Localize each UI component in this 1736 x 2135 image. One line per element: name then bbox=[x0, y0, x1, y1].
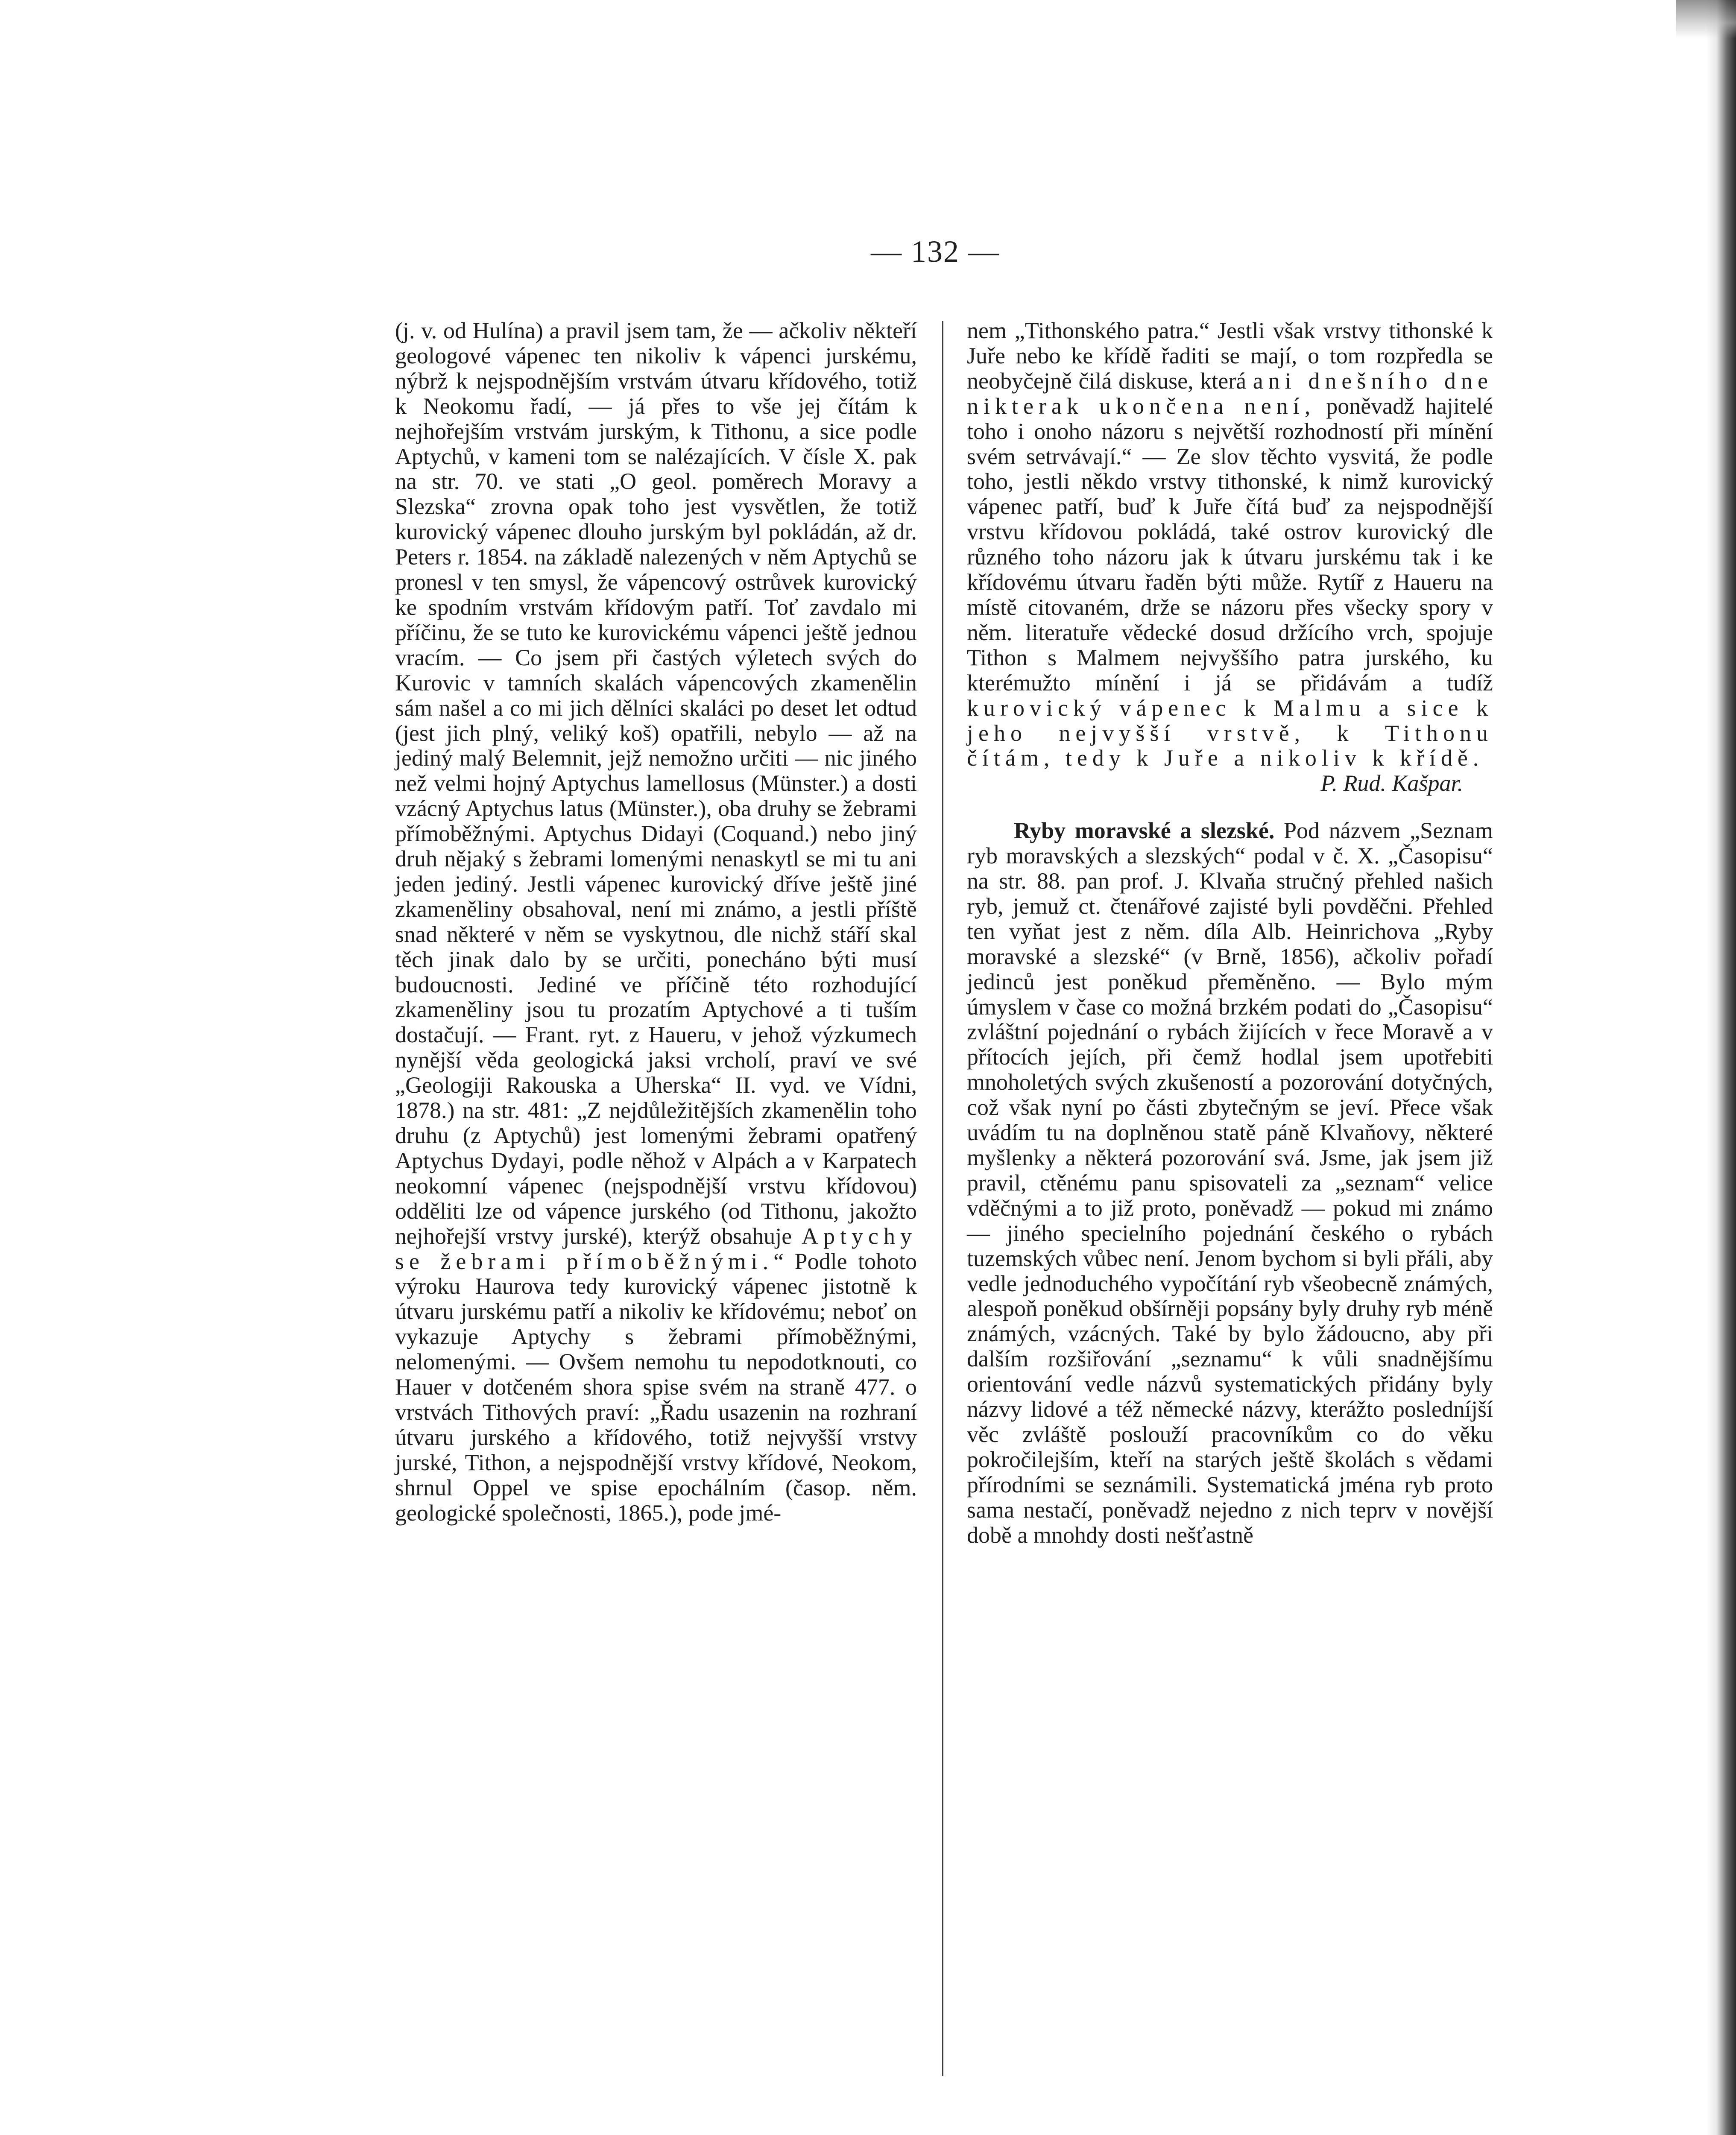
page-number: — 132 — bbox=[871, 234, 1000, 269]
left-text-part-2: “ Podle tohoto výroku Haurova tedy kurovický vápenec jistotně k útvaru jurskému patří a nikoliv ke křídovému; neboť on vykazuje Aptychy s žebrami přímoběžnými, nelomenými. — Ovšem nemohu tu nepodotknouti, co Hauer v dotčeném shora spise svém na straně 477. o vrstvách Tithových praví: „Řadu usazenin na rozhraní útvaru jurského a křídového, totiž nejvyšší vrstvy jurské, Tithon, a nejspodnější vrstvy křídové, Neokom, shrnul Oppel ve spise epochálním (časop. něm. geologické společnosti, 1865.), pode jmé- bbox=[395, 1248, 917, 1526]
right-text-part-2: poněvadž hajitelé toho i onoho názoru s největší rozhodností při mínění svém setrvávají.“ — Ze slov těchto vysvitá, že podle toho, jestli někdo vrstvy tithonské, k nimž kurovický vápenec patří, buď k Juře čítá buď za nejspodnější vrstvu křídovou pokládá, také ostrov kurovický dle různého toho názoru jak k útvaru jurskému tak i ke křídovému útvaru řaděn býti může. Rytíř z Haueru na místě citovaném, drže se názoru přes všecky spory v něm. literatuře vědecké dosud držícího vrch, spojuje Tithon s Malmem nejvyššího patra jurského, ku kterémužto mínění i já se přidávám a tudíž bbox=[967, 393, 1493, 696]
left-column bbox=[395, 318, 917, 1526]
right-column bbox=[967, 318, 1493, 1548]
scan-corner-shadow bbox=[1676, 0, 1736, 38]
right-text-part-1: nem „Tithonského patra.“ Jestli však vrstvy tithonské k Juře nebo ke křídě řaditi se mají, o tom rozpředla se neobyčejně čilá diskuse, která bbox=[967, 318, 1493, 394]
author-signature: P. Rud. Kašpar. bbox=[1320, 770, 1463, 796]
scan-edge-shadow bbox=[1706, 0, 1736, 2135]
right-spaced-text-1: ani dnešního dne nikterak ukončena není, bbox=[967, 368, 1493, 419]
right-spaced-text-2: kurovický vápenec k Malmu a sice k jeho nejvyšší vrstvě, k Tithonu čítám, tedy k Juře a nikoliv k křídě. bbox=[967, 695, 1493, 771]
column-divider bbox=[942, 321, 943, 2076]
left-spaced-text: Aptychy se žebrami přímoběžnými. bbox=[395, 1223, 917, 1274]
left-paragraph bbox=[395, 318, 917, 1526]
article-body: Pod názvem „Seznam ryb moravských a slezských“ podal v č. X. „Časopisu“ na str. 88. pan prof. J. Klvaňa stručný přehled našich ryb, jemuž ct. čtenářové zajisté byli povděčni. Přehled ten vyňat jest z něm. díla Alb. Heinrichova „Ryby moravské a slezské“ (v Brně, 1856), ačkoliv pořadí jedinců jest poněkud přeměněno. — Bylo mým úmyslem v čase co možná brzkém podati do „Časopisu“ zvláštní pojednání o rybách žijících v řece Moravě a v přítocích jejích, při čemž hodlal jsem upotřebiti mnoholetých svých zkušeností a pozorování dotyčných, což však nyní po části zbytečným se jeví. Přece však uvádím tu na doplněnou statě páně Klvaňovy, některé myšlenky a některá pozorování svá. Jsme, jak jsem již pravil, ctěnému panu spisovateli za „seznam“ velice vděčnými a to již proto, poněvadž — pokud mi známo — jiného specielního pojednání českého o rybách tuzemských vůbec není. Jenom bychom si byli přáli, aby vedle jednoduchého vypočítání ryb všeobecně známých, alespoň poněkud obšírněji popsány byly druhy ryb méně známých, vzácných. Také by bylo žádoucno, aby při dalším rozšiřování „seznamu“ k vůli snadnějšímu orientování vedle názvů systematických přidány byly názvy lidové a též německé názvy, kterážto posledníjší věc zvláště poslouží pracovníkům co do věku pokročilejším, kteří na starých ještě školách s vědami přírodními se seznámili. Systematická jména ryb proto sama nestačí, poněvadž nejedno z nich teprv v novější době a mnohdy dosti nešťastně bbox=[967, 818, 1493, 1548]
left-text-part-1: (j. v. od Hulína) a pravil jsem tam, že — ačkoliv někteří geologové vápenec ten nikoliv k vápenci jurskému, nýbrž k nejspodnějším vrstvám útvaru křídového, totiž k Neokomu řadí, — já přes to vše jej čítám k nejhořejším vrstvám jurským, k Tithonu, a sice podle Aptychů, v kameni tom se nalézajících. V čísle X. pak na str. 70. ve stati „O geol. poměrech Moravy a Slezska“ zrovna opak toho jest vysvětlen, že totiž kurovický vápenec dlouho jurským byl pokládán, až dr. Peters r. 1854. na základě nalezených v něm Aptychů se pronesl v ten smysl, že vápencový ostrůvek kurovický ke spodním vrstvám křídovým patří. Toť zavdalo mi příčinu, že se tuto ke kurovickému vápenci ještě jednou vracím. — Co jsem při častých výletech svých do Kurovic v tamních skalách vápencových zkamenělin sám našel a co mi jich dělníci skaláci po deset let odtud (jest jich plný, veliký koš) opatřili, nebylo — až na jediný malý Belemnit, jejž nemožno určiti — nic jiného než velmi hojný Aptychus lamellosus (Münster.) a dosti vzácný Aptychus latus (Münster.), oba druhy se žebrami přímoběžnými. Aptychus Didayi (Coquand.) nebo jiný druh nějaký s žebrami lomenými nenaskytl se mi tu ani jeden jediný. Jestli vápenec kurovický dříve ještě jiné zkameněliny obsahoval, není mi známo, a jestli příště snad některé v něm se vyskytnou, dle nichž stáří skal těch jinak dalo by se určiti, ponecháno býti musí budoucnosti. Jediné ve příčině této rozhodující zkameněliny jsou tu prozatím Aptychové a ti tuším dostačují. — Frant. ryt. z Haueru, v jehož výzkumech nynější věda geologická jaksi vrcholí, praví ve své „Geologiji Rakouska a Uherska“ II. vyd. ve Vídni, 1878.) na str. 481: „Z nejdůležitějších zkamenělin toho druhu (z Aptychů) jest lomenými žebrami opatřený Aptychus Dydayi, podle něhož v Alpách a v Karpatech neokomní vápenec (nejspodnější vrstvu křídovou) odděliti lze od vápence jurského (od Tithonu, jakožto nejhořejší vrstvy jurské), kterýž obsahuje bbox=[395, 318, 917, 1249]
right-paragraph-1 bbox=[967, 318, 1493, 771]
fish-article bbox=[967, 818, 1493, 1547]
article-title: Ryby moravské a slezské. bbox=[1014, 818, 1275, 844]
